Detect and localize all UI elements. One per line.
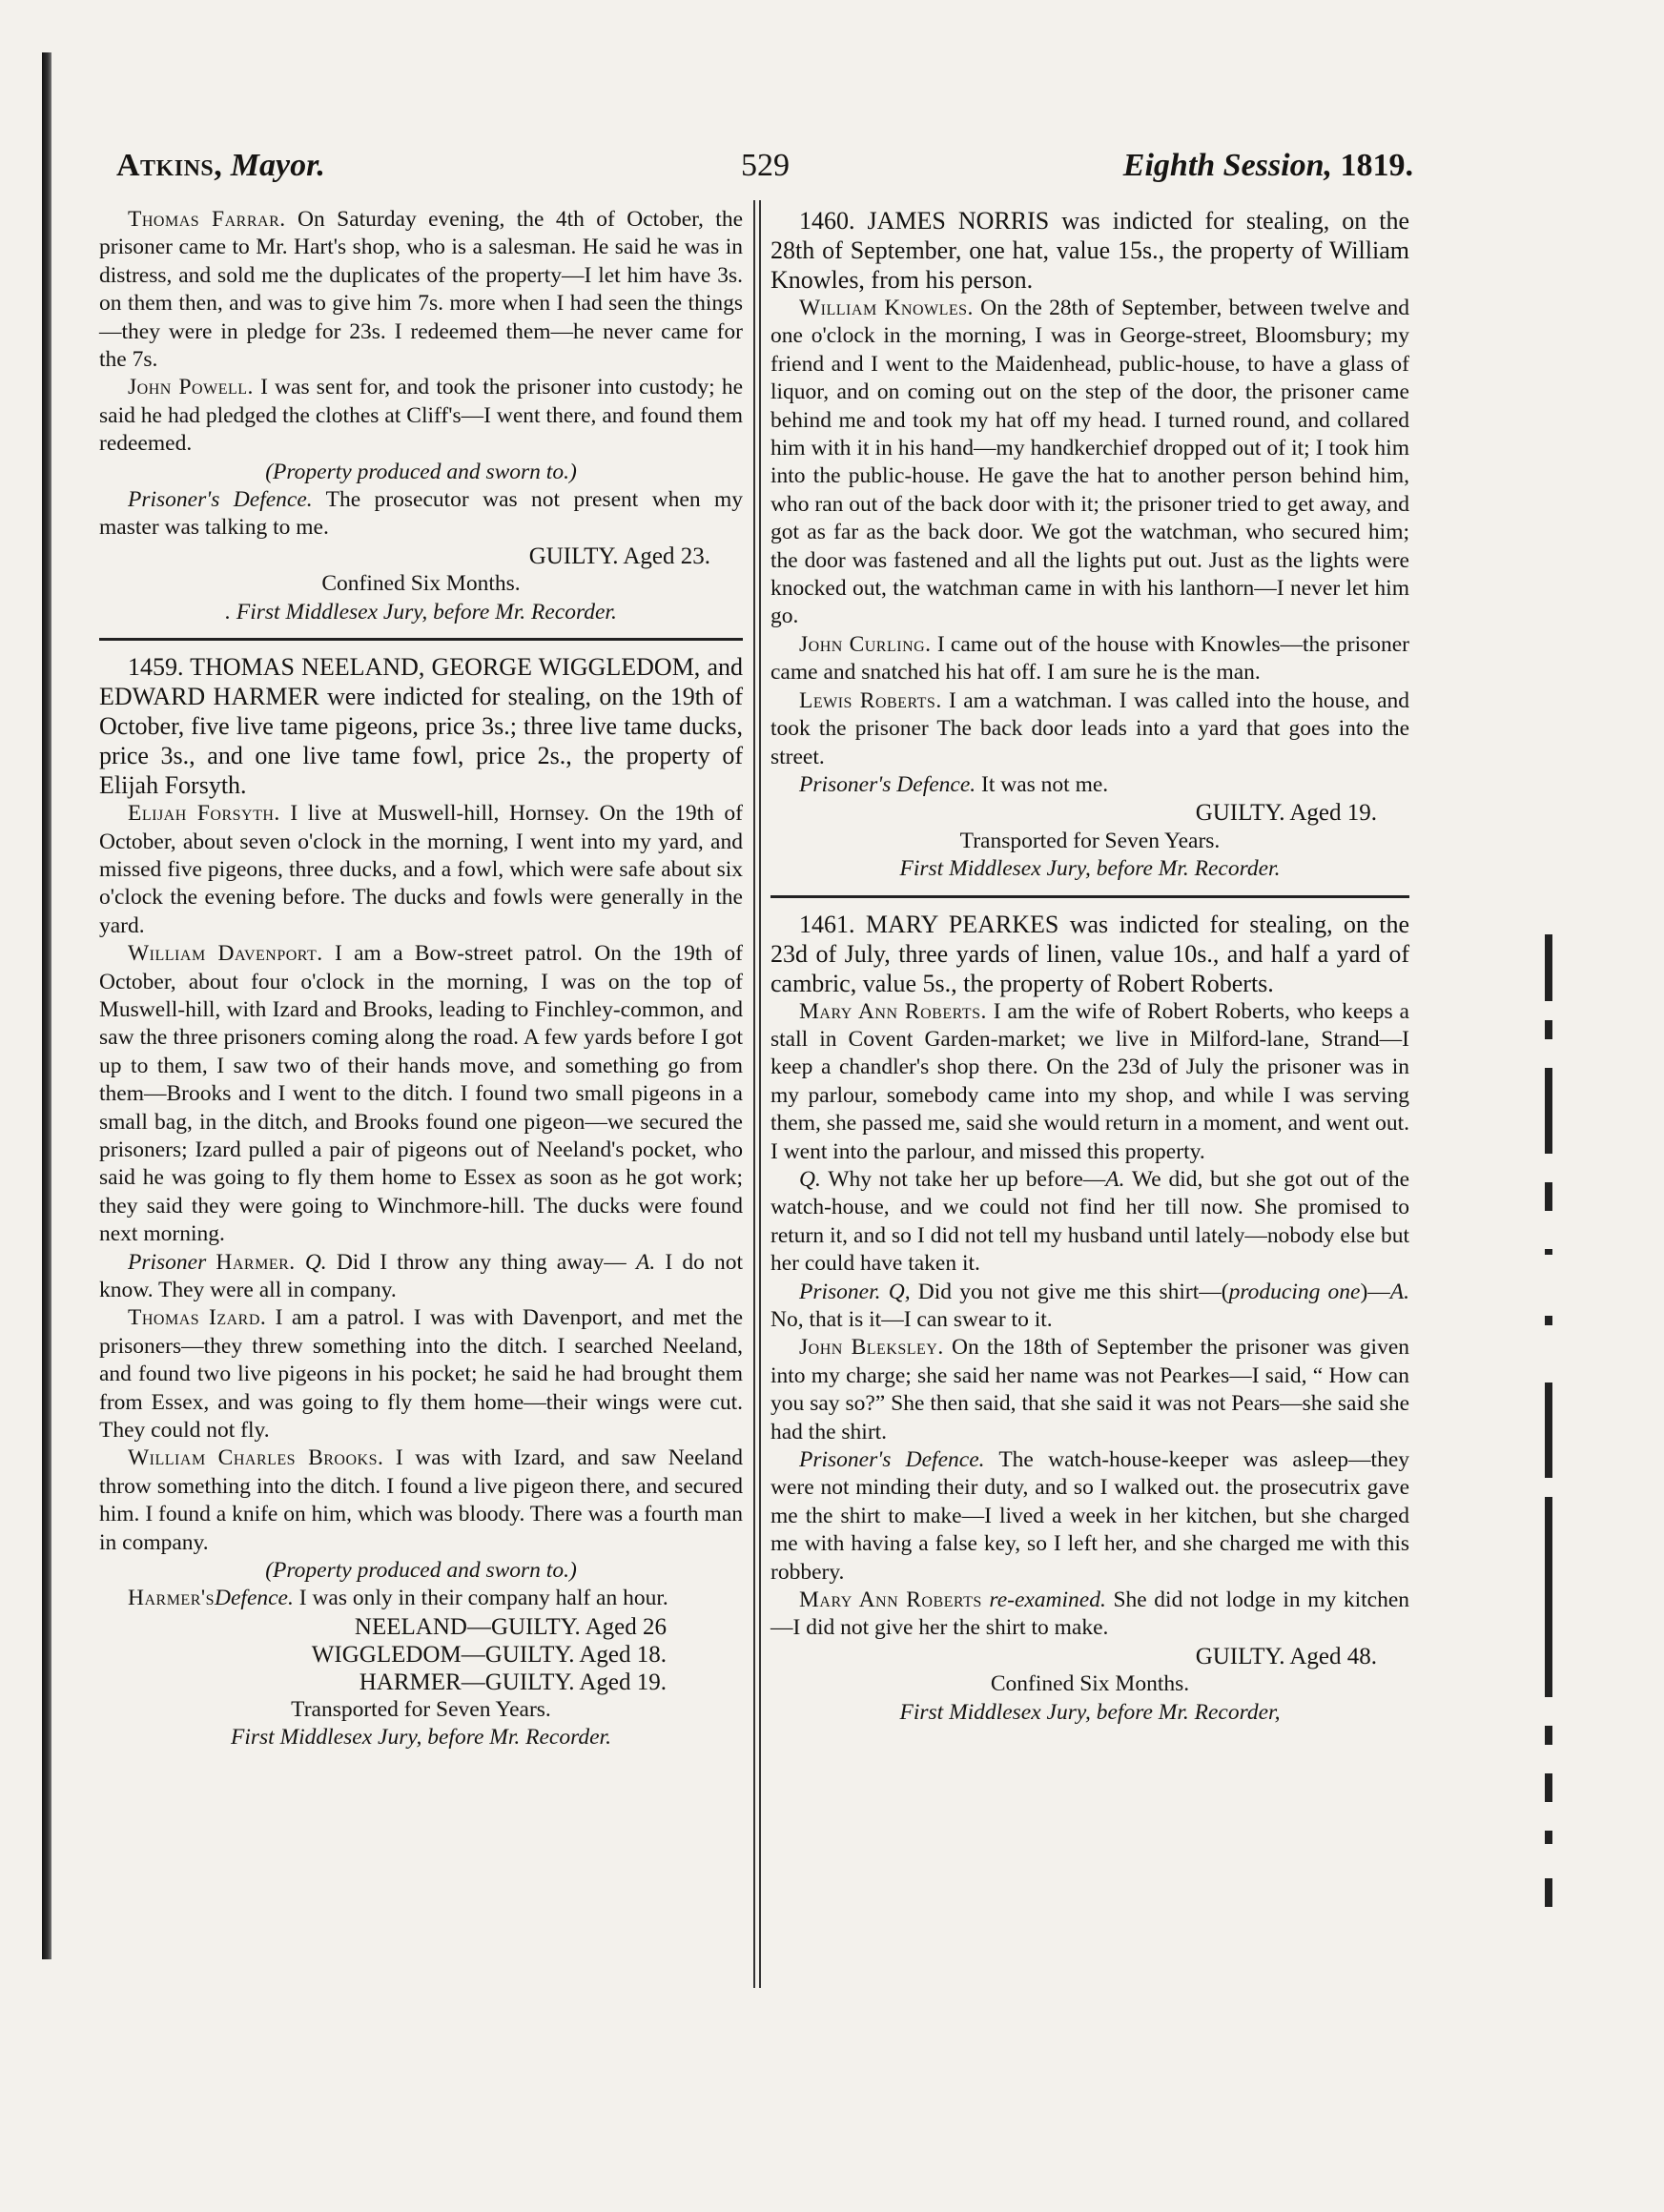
header-mayor: Atkins, Mayor.: [116, 148, 325, 183]
case-separator: [770, 895, 1409, 898]
defence-paragraph: Prisoner's Defence. The prosecutor was not present when my master was talking to me.: [99, 487, 743, 541]
case-heading: 1461. MARY PEARKES was indicted for stealing, on the 23d of July, three yards of linen, value 10s., and half a yard of cambric, value 5s., the property of Robert Roberts.: [770, 910, 1409, 997]
testimony-paragraph: Lewis Roberts. I am a watchman. I was called into the house, and took the prisoner The back door leads into a yard that goes into the street.: [770, 687, 1410, 769]
testimony-paragraph: Mary Ann Roberts. I am the wife of Robert Roberts, who keeps a stall in Covent Garden-market; we live in Milford-lane, Strand—I keep a chandler's shop there. On the 23d of July the prisoner was in my parlour, somebody came into my shop, and while I was serving them, she passed me, said she would return in a moment, and went out. I went into the parlour, and missed this property.: [770, 998, 1409, 1164]
scan-mark: [1545, 1020, 1552, 1039]
testimony-paragraph: William Charles Brooks. I was with Izard, and saw Neeland throw something into the ditch. I found a live pigeon there, and secured him. I found a knife on him, which was bloody. There was a fourth man in company.: [99, 1445, 743, 1555]
page-header: [116, 148, 1413, 191]
verdict: HARMER—GUILTY. Aged 19.: [359, 1669, 667, 1695]
sentence: Transported for Seven Years.: [959, 828, 1221, 853]
defence-paragraph: Harmer'sDefence. I was only in their company half an hour.: [128, 1586, 668, 1611]
verdict: GUILTY. Aged 23.: [528, 543, 710, 569]
testimony-paragraph: Elijah Forsyth. I live at Muswell-hill, Hornsey. On the 19th of October, about seven o'clock in the morning, I went into my yard, and missed five pigeons, three ducks, and a fowl, which were safe about six o'clock the evening before. The ducks and fowls were generally in the yard.: [99, 801, 743, 938]
sentence: Confined Six Months.: [321, 571, 521, 597]
binding-shadow: [42, 52, 51, 1959]
jury-line: First Middlesex Jury, before Mr. Recorder.: [231, 1725, 611, 1751]
defence-paragraph: Prisoner's Defence. It was not me.: [799, 771, 1109, 797]
scan-mark: [1545, 1773, 1552, 1802]
left-column: [99, 206, 743, 1752]
defence-paragraph: Prisoner's Defence. The watch-house-keeper was asleep—they were not minding their duty, and so I walked out. the prosecutrix gave me the shirt to make—I lived a week in her kitchen, but she charged me with having a false key, so I left her, and she charged me with this robbery.: [770, 1447, 1409, 1585]
case-heading: 1460. JAMES NORRIS was indicted for stealing, on the 28th of September, one hat, value 15s., the property of William Knowles, from his person.: [770, 207, 1410, 294]
testimony-paragraph: John Powell. I was sent for, and took the prisoner into custody; he said he had pledged the clothes at Cliff's—I went there, and found them redeemed.: [99, 375, 743, 457]
testimony-paragraph: Mary Ann Roberts re-examined. She did not lodge in my kitchen—I did not give her the shirt to make.: [770, 1587, 1410, 1641]
column-divider-inner: [759, 200, 761, 1988]
scan-mark: [1545, 1068, 1552, 1154]
scan-mark: [1545, 1182, 1552, 1211]
property-note: (Property produced and sworn to.): [265, 459, 577, 484]
right-column: [770, 206, 1409, 1727]
jury-line: First Middlesex Jury, before Mr. Recorder,: [899, 1699, 1281, 1725]
sentence: Transported for Seven Years.: [291, 1696, 551, 1722]
scan-mark: [1545, 1316, 1552, 1325]
testimony-paragraph: John Bleksley. On the 18th of September the prisoner was given into my charge; she said her name was not Pearkes—I said, “ How can you say so?” She then said, that she said it was not Pears—she said she had the shirt.: [770, 1335, 1409, 1444]
jury-line: . First Middlesex Jury, before Mr. Recorder.: [225, 599, 617, 625]
testimony-paragraph: Prisoner Harmer. Q. Did I throw any thing away— A. I do not know. They were all in company.: [99, 1249, 744, 1302]
column-divider: [753, 200, 755, 1988]
property-note: (Property produced and sworn to.): [265, 1558, 577, 1584]
case-heading: 1459. THOMAS NEELAND, GEORGE WIGGLEDOM, and EDWARD HARMER were indicted for stealing, on the 19th of October, five live tame pigeons, price 3s.; three live tame ducks, price 3s., and one live tame fowl, price 2s., the property of Elijah Forsyth.: [99, 653, 743, 800]
verdict: NEELAND—GUILTY. Aged 26: [354, 1613, 667, 1640]
sentence: Confined Six Months.: [990, 1671, 1190, 1697]
scan-mark: [1545, 1726, 1552, 1745]
testimony-paragraph: William Davenport. I am a Bow-street patrol. On the 19th of October, about four o'clock in the morning, I was on the top of Muswell-hill, with Izard and Brooks, leading to Finchley-common, and saw the three prisoners coming along the road. A few yards before I got up to them, I saw two of their hands move, and something go from them—Brooks and I went to the ditch. I found two small pigeons in a small bag, in the ditch, and Brooks found one pigeon—we secured the prisoners; Izard pulled a pair of pigeons out of Neeland's pocket, who said he was going to fly them home to Essex as soon as he got work; they said they were going to Winchmore-hill. The ducks were found next morning.: [99, 941, 743, 1247]
verdict: GUILTY. Aged 48.: [1195, 1643, 1377, 1669]
header-session: Eighth Session, 1819.: [1122, 148, 1413, 183]
scan-mark: [1545, 934, 1552, 1001]
testimony-paragraph: Thomas Farrar. On Saturday evening, the 4th of October, the prisoner came to Mr. Hart's shop, who is a salesman. He said he was in distress, and sold me the duplicates of the property—I let him have 3s. on them then, and was to give him 7s. more when I had seen the things—they were in pledge for 23s. I redeemed them—he never came for the 7s.: [99, 207, 744, 373]
scan-mark: [1545, 1878, 1552, 1907]
verdict: GUILTY. Aged 19.: [1195, 800, 1377, 827]
verdict: WIGGLEDOM—GUILTY. Aged 18.: [311, 1641, 667, 1668]
scan-mark: [1545, 1382, 1552, 1478]
scan-mark: [1545, 1831, 1552, 1844]
testimony-paragraph: William Knowles. On the 28th of September, between twelve and one o'clock in the morning, I was in George-street, Bloomsbury; my friend and I went to the Maidenhead, public-house, to have a glass of liquor, and on coming out on the step of the door, the prisoner came behind me and took my hat off my head. I turned round, and collared him with it in his hand—my handkerchief dropped out of it; I took him into the public-house. He gave the hat to another person behind him, who ran out of the back door with it; the prisoner tried to get away, and got as far as the back door. We got the watchman, who secured him; the door was fastened and all the lights put out. Just as the lights were knocked out, the watchman came in with his lanthorn—I never let him go.: [770, 296, 1409, 629]
case-separator: [99, 638, 743, 641]
testimony-paragraph: Q. Why not take her up before—A. We did, but she got out of the watch-house, and we could not find her till now. She promised to return it, and so I did not tell my husband until lately—nobody else but her could have taken it.: [770, 1166, 1410, 1277]
testimony-paragraph: John Curling. I came out of the house with Knowles—the prisoner came and snatched his hat off. I am sure he is the man.: [770, 631, 1410, 686]
scan-mark: [1545, 1249, 1552, 1255]
scan-margin-marks: [1545, 934, 1556, 1983]
testimony-paragraph: Prisoner. Q, Did you not give me this shirt—(producing one)—A. No, that is it—I can swear to it.: [770, 1279, 1410, 1332]
testimony-paragraph: Thomas Izard. I am a patrol. I was with Davenport, and met the prisoners—they threw something into the ditch. I searched Neeland, and found two live pigeons in his pocket; he said he had brought them from Essex, and was going to fly them home—their wings were cut. They could not fly.: [99, 1305, 744, 1444]
page-number: 529: [741, 148, 790, 183]
jury-line: First Middlesex Jury, before Mr. Recorder.: [899, 856, 1281, 882]
scan-mark: [1545, 1497, 1552, 1697]
